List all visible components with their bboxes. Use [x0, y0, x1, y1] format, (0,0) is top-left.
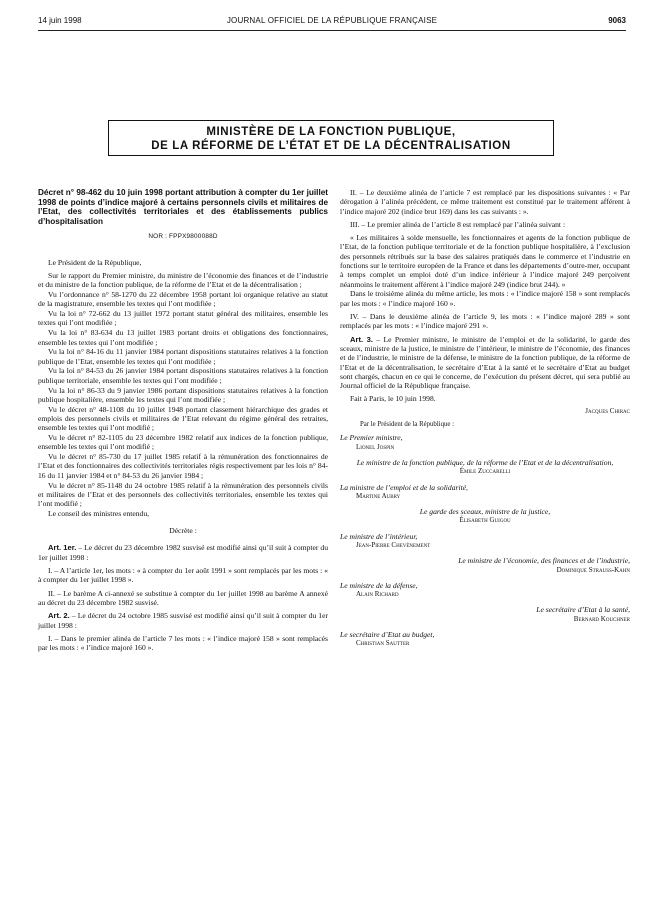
header-rule	[38, 30, 626, 31]
visa-paragraphs	[38, 258, 328, 519]
decree-title: Décret n° 98-462 du 10 juin 1998 portant attribution à compter du 1er juillet 1998 de points d’indice majoré à certains personnels civils et militaires de l’Etat, des collectivités territoriales et des établissements publics d’hospitalisation	[38, 188, 328, 226]
visa-paragraph: Vu la loi n° 84-16 du 11 janvier 1984 portant dispositions statutaires relatives à la fonction publique de l’Etat, ensemble les textes qui l’ont modifiée ;	[38, 347, 328, 366]
nor-reference: NOR : FPPX9800088D	[148, 233, 218, 241]
article-1	[38, 543, 328, 562]
visa-paragraph: Vu l’ordonnance n° 58-1270 du 22 décembre 1958 portant loi organique relative au statut de la magistrature, ensemble les textes qui l’ont modifiée ;	[38, 290, 328, 309]
article-3-text: – Le Premier ministre, le ministre de l’emploi et de la solidarité, le garde des sceaux, ministre de la justice, le ministre de l’intérieur, le ministre de l’économie, des finances et de l’industrie, le ministre de la défense, le ministre de la fonction publique, de la réforme de l’Etat et de la décentralisation, le secrétaire d’Etat à la santé et le secrétaire d’Etat au budget sont chargés, chacun en ce qui le concerne, de l’exécution du présent décret, qui sera publié au Journal officiel de la République française.	[340, 334, 630, 391]
signatory-role: Le Premier ministre,	[340, 433, 403, 443]
header-date: 14 juin 1998	[38, 16, 82, 25]
article-2-iv: IV. – Dans le deuxième alinéa de l’article 9, les mots : « l’indice majoré 289 » sont remplacés par les mots : « l’indice majoré 291 ».	[340, 312, 630, 331]
signatory	[340, 532, 630, 551]
signatory	[340, 507, 630, 526]
signatory	[340, 581, 630, 600]
visa-paragraph: Vu la loi n° 72-662 du 13 juillet 1972 portant statut général des militaires, ensemble les textes qui l’ont modifiée ;	[38, 309, 328, 328]
visa-paragraph: Vu la loi n° 86-33 du 9 janvier 1986 portant dispositions statutaires relatives à la fonction publique hospitalière, ensemble les textes qui l’ont modifiée ;	[38, 385, 328, 404]
ministry-line-2: DE LA RÉFORME DE L’ÉTAT ET DE LA DÉCENTRALISATION	[151, 140, 511, 152]
signatory-name: Bernard Kouchner	[573, 614, 630, 623]
signatory	[340, 556, 630, 575]
fait-a-paris: Fait à Paris, le 10 juin 1998.	[350, 394, 436, 404]
signatory-role: Le secrétaire d’Etat à la santé,	[536, 605, 630, 615]
article-2-ii: II. – Le deuxième alinéa de l’article 7 est remplacé par les dispositions suivantes : « Par dérogation à l’alinéa précédent, ce même traitement est constitué par le traitement afférent à l’indice majoré 202 (indice brut 169) dans les cas suivants : ».	[340, 188, 630, 216]
article-3-label: Art. 3.	[350, 334, 373, 344]
signatory-role: Le ministre de la fonction publique, de la réforme de l’Etat et de la décentralisation,	[356, 457, 614, 467]
article-1-label: Art. 1er.	[48, 543, 77, 553]
visa-paragraph: Vu la loi n° 83-634 du 13 juillet 1983 portant droits et obligations des fonctionnaires, ensemble les textes qui l’ont modifiée ;	[38, 328, 328, 347]
article-2-label: Art. 2.	[48, 611, 70, 621]
signatory-role: Le secrétaire d’Etat au budget,	[340, 630, 435, 640]
visa-paragraph: Le Président de la République,	[48, 257, 142, 267]
signatory-name: Alain Richard	[356, 590, 399, 599]
signatory-name: Jacques Chirac	[585, 406, 630, 415]
article-2-iii: III. – Le premier alinéa de l’article 8 est remplacé par l’alinéa suivant :	[350, 219, 566, 229]
signatory-name: Martine Aubry	[356, 491, 401, 500]
signatory-name: Émile Zuccarelli	[459, 467, 511, 476]
signatory-role: Le garde des sceaux, ministre de la justice,	[419, 507, 551, 517]
header-page-number: 9063	[608, 16, 626, 25]
left-column	[38, 188, 328, 653]
signatory-name: Élisabeth Guigou	[459, 516, 511, 525]
signatory-name: Dominique Strauss-Kahn	[556, 565, 630, 574]
decrete-heading: Décrète :	[169, 526, 197, 536]
article-2-quote: « Les militaires à solde mensuelle, les fonctionnaires et agents de la fonction publique de l’Etat, de la fonction publique territoriale et de la fonction publique hospitalière, à l’exclusion des personnels rétribués sur la base des salaires pratiqués dans le commerce et l’industrie en fonctions sur le territoire européen de la France et dans les départements d’outre-mer, occupant à temps complet un emploi doté d’un indice inférieur à l’indice majoré 249 perçoivent néanmoins le traitement afférent à l’indice majoré 249 (indice brut 244). »	[340, 233, 630, 289]
signatory	[340, 433, 630, 452]
article-3	[340, 335, 630, 391]
signatory	[340, 605, 630, 624]
article-2-text: – Le décret du 24 octobre 1985 susvisé est modifié ainsi qu’il suit à compter du 1er juillet 1998 :	[38, 611, 328, 630]
signatory-role: Le ministre de l’économie, des finances et de l’industrie,	[458, 556, 630, 566]
ministry-heading-box	[108, 120, 554, 156]
visa-paragraph: Vu le décret n° 48-1108 du 10 juillet 1948 portant classement hiérarchique des grades et emplois des personnels civils et militaires de l’Etat relevant du régime général des retraites, ensemble les textes qui l’ont modifié ;	[38, 404, 328, 433]
right-column	[340, 188, 630, 655]
visa-paragraph: Vu le décret n° 85-1148 du 24 octobre 1985 relatif à la rémunération des personnels civils et militaires de l’Etat et des personnels des collectivités territoriales, ensemble les textes qui l’ont modifié ;	[38, 480, 328, 509]
article-1-text: – Le décret du 23 décembre 1982 susvisé est modifié ainsi qu’il suit à compter du 1er juillet 1998 :	[38, 543, 328, 562]
visa-paragraph: Sur le rapport du Premier ministre, du ministre de l’économie des finances et de l’industrie et du ministre de la fonction publique, de la réforme de l’Etat et de la décentralisation ;	[38, 270, 328, 290]
signatory	[340, 630, 630, 649]
article-1-ii: II. – Le barème A ci-annexé se substitue à compter du 1er juillet 1998 au barème A annexé au décret du 23 décembre 1982 susvisé.	[38, 588, 328, 607]
signatory-name: Christian Sautter	[356, 639, 410, 648]
visa-paragraph: Vu la loi n° 84-53 du 26 janvier 1984 portant dispositions statutaires relatives à la fonction publique territoriale, ensemble les textes qui l’ont modifiée ;	[38, 366, 328, 385]
signatory-name: Jean-Pierre Chevènement	[356, 541, 431, 549]
signatory-role: Le ministre de l’intérieur,	[340, 531, 418, 541]
signatory-role: La ministre de l’emploi et de la solidarité,	[340, 482, 468, 492]
signatory-name: Lionel Jospin	[356, 442, 395, 451]
visa-paragraph: Vu le décret n° 85-730 du 17 juillet 1985 relatif à la rémunération des fonctionnaires de l’Etat et des fonctionnaires des collectivités territoriales régis respectivement par les lois n° 84-16 du 11 janvier 1984 et n° 84-53 du 26 janvier 1984 ;	[38, 452, 328, 480]
visa-paragraph: Vu le décret n° 82-1105 du 23 décembre 1982 relatif aux indices de la fonction publique, ensemble les textes qui l’ont modifié ;	[38, 433, 328, 452]
signatory	[340, 483, 630, 502]
header-journal-title: JOURNAL OFFICIEL DE LA RÉPUBLIQUE FRANÇAISE	[226, 16, 438, 25]
signatory-role: Le ministre de la défense,	[340, 580, 418, 590]
signatory	[340, 407, 630, 416]
signatory	[340, 420, 630, 429]
signatory	[340, 458, 630, 477]
article-2-dans: Dans le troisième alinéa du même article, les mots : « l’indice majoré 158 » sont remplacés par les mots : « l’indice majoré 160 ».	[340, 289, 630, 308]
article-2	[38, 611, 328, 630]
visa-paragraph: Le conseil des ministres entendu,	[48, 508, 150, 518]
ministry-line-1: MINISTÈRE DE LA FONCTION PUBLIQUE,	[206, 126, 456, 138]
page-header	[38, 14, 626, 28]
signature-block	[340, 407, 630, 649]
article-2-i: I. – Dans le premier alinéa de l’article 7 les mots : « l’indice majoré 158 » sont remplacés par les mots : « l’indice majoré 160 ».	[38, 633, 328, 653]
article-1-i: I. – A l’article 1er, les mots : « à compter du 1er août 1991 » sont remplacés par les mots : « à compter du 1er juillet 1998 ».	[38, 566, 328, 585]
signatory-role: Par le Président de la République :	[360, 421, 455, 429]
